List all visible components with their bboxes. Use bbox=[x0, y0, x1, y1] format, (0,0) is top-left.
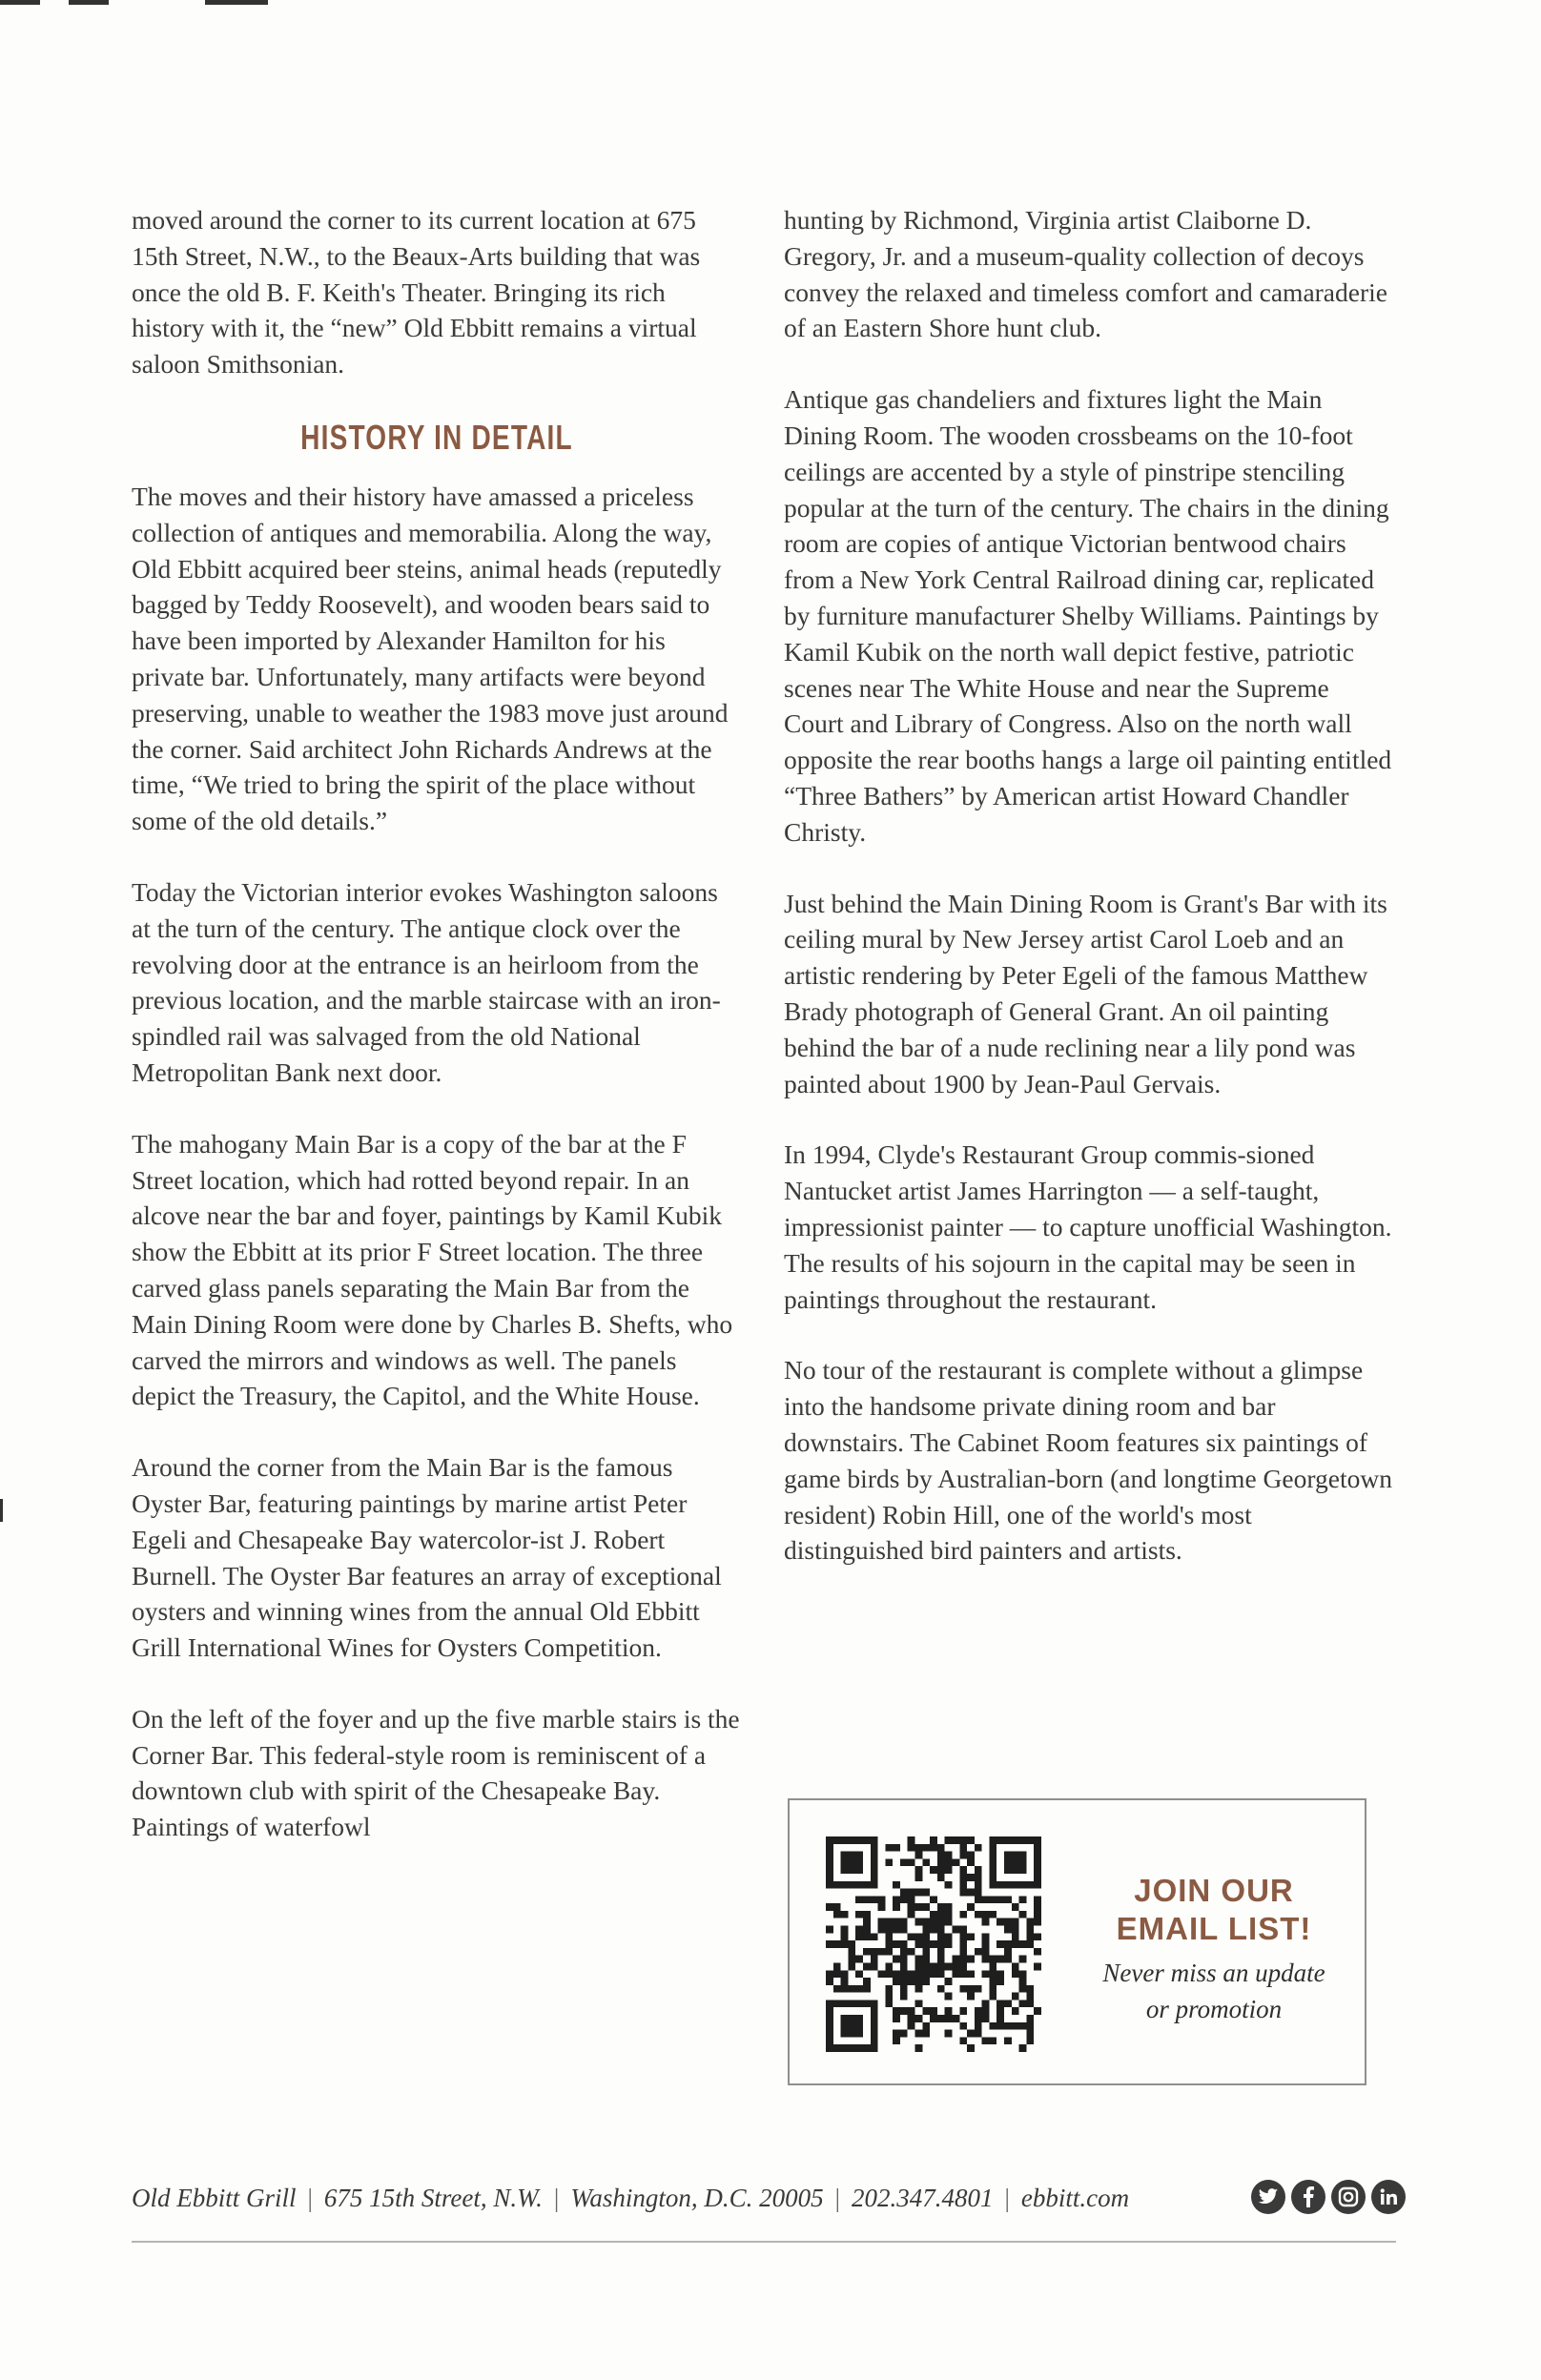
footer-divider bbox=[132, 2241, 1396, 2243]
footer-website[interactable]: ebbitt.com bbox=[1020, 2184, 1130, 2212]
footer-separator: | bbox=[1004, 2184, 1010, 2212]
right-column bbox=[784, 202, 1394, 1604]
qr-code-icon[interactable] bbox=[826, 1836, 1041, 2052]
footer-name: Old Ebbitt Grill bbox=[132, 2184, 297, 2212]
left-paragraph: The mahogany Main Bar is a copy of the bar at the F Street location, which had rotted beyond repair. In an alcove near the bar and foyer, paintings by Kamil Kubik show the Ebbitt at its prior F Street location. The three carved glass panels separating the Main Bar from the Main Dining Room were done by Charles B. Shefts, who carved the mirrors and windows as well. The panels depict the Treasury, the Capitol, and the White House. bbox=[132, 1128, 733, 1411]
promo-subtitle: or promotion bbox=[1145, 1995, 1283, 2023]
right-paragraph: Antique gas chandeliers and fixtures light the Main Dining Room. The wooden crossbeams on the 10-foot ceilings are accented by a style of pinstripe stenciling popular at the turn of the century. The chairs in the dining room are copies of antique Victorian bentwood chairs from a New York Central Railroad dining car, replicated by furniture manufacturer Shelby Williams. Paintings by Kamil Kubik on the north wall depict festive, patriotic scenes near The White House and near the Supreme Court and Library of Congress. Also on the north wall opposite the rear booths hangs a large oil painting entitled “Three Bathers” by American artist Howard Chandler Christy. bbox=[784, 384, 1392, 847]
left-paragraph: Around the corner from the Main Bar is the famous Oyster Bar, featuring paintings by marine artist Peter Egeli and Chesapeake Bay watercolor-ist J. Robert Burnell. The Oyster Bar features an array of exceptional oysters and winning wines from the annual Old Ebbitt Grill International Wines for Oysters Competition. bbox=[132, 1452, 722, 1663]
left-paragraph: The moves and their history have amassed a priceless collection of antiques and memorabilia. Along the way, Old Ebbitt acquired beer steins, animal heads (reputedly bagged by Teddy Roosevelt), and wooden bears said to have been imported by Alexander Hamilton for his private bar. Unfortunately, many artifacts were beyond preserving, unable to weather the 1983 move just around the corner. Said architect John Richards Andrews at the time, “We tried to bring the spirit of the place without some of the old details.” bbox=[132, 481, 729, 836]
left-paragraph: On the left of the foyer and up the five marble stairs is the Corner Bar. This federal-style room is reminiscent of a downtown club with spirit of the Chesapeake Bay. Paintings of waterfowl bbox=[132, 1703, 740, 1842]
promo-subtitle: Never miss an update bbox=[1102, 1959, 1325, 1987]
linkedin-icon[interactable] bbox=[1371, 2180, 1406, 2214]
right-paragraph: No tour of the restaurant is complete without a glimpse into the handsome private dining room and bar downstairs. The Cabinet Room features six paintings of game birds by Australian-born (and longtime Georgetown resident) Robin Hill, one of the world's most distinguished bird painters and artists. bbox=[784, 1355, 1392, 1566]
left-column bbox=[132, 202, 742, 1880]
footer bbox=[132, 2184, 1396, 2213]
scan-mark bbox=[0, 0, 40, 5]
footer-separator: | bbox=[307, 2184, 313, 2212]
scan-mark bbox=[69, 0, 109, 5]
scan-mark bbox=[0, 1499, 3, 1522]
right-paragraph: Just behind the Main Dining Room is Grant's Bar with its ceiling mural by New Jersey artist Carol Loeb and an artistic rendering by Peter Egeli of the famous Matthew Brady photograph of General Grant. An oil painting behind the bar of a nude reclining near a lily pond was painted about 1900 by Jean-Paul Gervais. bbox=[784, 888, 1387, 1098]
right-paragraph: hunting by Richmond, Virginia artist Claiborne D. Gregory, Jr. and a museum-quality collection of decoys convey the relaxed and timeless comfort and camaraderie of an Eastern Shore hunt club. bbox=[784, 205, 1387, 343]
footer-address: 675 15th Street, N.W. bbox=[323, 2184, 543, 2212]
footer-separator: | bbox=[553, 2184, 560, 2212]
scan-mark bbox=[205, 0, 268, 5]
twitter-icon[interactable] bbox=[1251, 2180, 1285, 2214]
email-signup-box[interactable] bbox=[788, 1798, 1366, 2085]
facebook-icon[interactable] bbox=[1291, 2180, 1325, 2214]
promo-title: JOIN OUR bbox=[1134, 1873, 1294, 1908]
right-paragraph: In 1994, Clyde's Restaurant Group commis-sioned Nantucket artist James Harrington — a self-taught, impressionist painter — to capture unofficial Washington. The results of his sojourn in the capital may be seen in paintings throughout the restaurant. bbox=[784, 1139, 1392, 1314]
left-paragraph: moved around the corner to its current location at 675 15th Street, N.W., to the Beaux-Arts building that was once the old B. F. Keith's Theater. Bringing its rich history with it, the “new” Old Ebbitt remains a virtual saloon Smithsonian. bbox=[132, 205, 701, 380]
footer-separator: | bbox=[834, 2184, 841, 2212]
instagram-icon[interactable] bbox=[1331, 2180, 1366, 2214]
left-paragraph: Today the Victorian interior evokes Washington saloons at the turn of the century. The antique clock over the revolving door at the entrance is an heirloom from the previous location, and the marble staircase with an iron-spindled rail was salvaged from the old National Metropolitan Bank next door. bbox=[132, 876, 721, 1087]
promo-title: EMAIL LIST! bbox=[1116, 1911, 1312, 1946]
footer-phone[interactable]: 202.347.4801 bbox=[852, 2184, 994, 2212]
section-heading: HISTORY IN DETAIL bbox=[300, 417, 573, 457]
footer-city: Washington, D.C. 20005 bbox=[570, 2184, 824, 2212]
